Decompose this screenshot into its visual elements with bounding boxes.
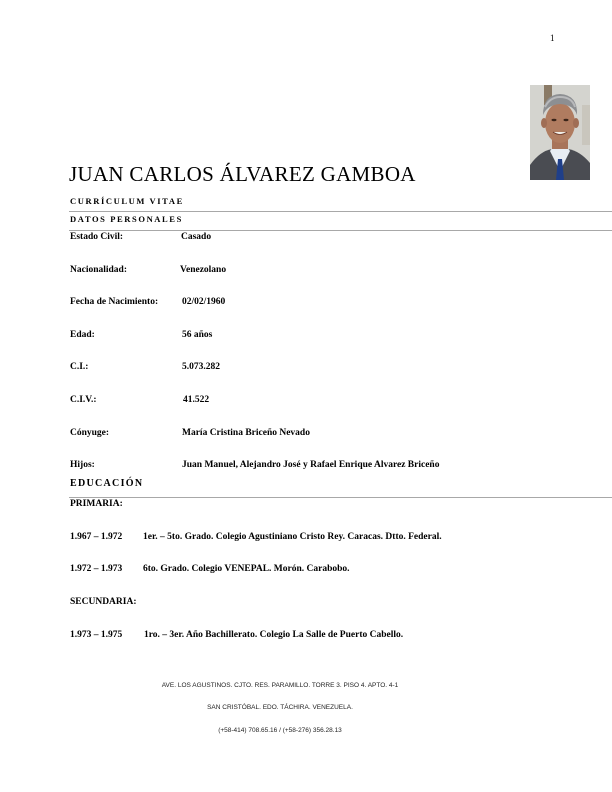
entry-description: 1er. – 5to. Grado. Colegio Agustiniano Cristo Rey. Caracas. Dtto. Federal. (143, 532, 442, 542)
field-label: Hijos: (70, 460, 95, 470)
field-value: 41.522 (183, 395, 210, 405)
field-label: C.I.: (70, 362, 89, 372)
entry-description: 1ro. – 3er. Año Bachillerato. Colegio La Salle de Puerto Cabello. (144, 630, 404, 640)
profile-photo (530, 85, 590, 180)
document-subtitle: CURRÍCULUM VITAE (70, 196, 184, 206)
field-value: Juan Manuel, Alejandro José y Rafael Enrique Alvarez Briceño (182, 460, 440, 470)
page-number: 1 (550, 33, 555, 43)
field-value: Venezolano (180, 265, 227, 275)
field-value: María Cristina Briceño Nevado (182, 428, 310, 438)
entry-years: 1.967 – 1.972 (70, 532, 123, 542)
education-primary-heading: PRIMARIA: (70, 499, 123, 509)
education-secondary-heading: SECUNDARIA: (70, 597, 137, 607)
section-heading-education: EDUCACIÓN (70, 478, 144, 489)
candidate-name: JUAN CARLOS ÁLVAREZ GAMBOA (69, 162, 416, 186)
divider (69, 211, 612, 212)
field-label: C.I.V.: (70, 395, 97, 405)
divider (69, 497, 612, 498)
field-label: Edad: (70, 330, 95, 340)
field-label: Estado Civil: (70, 232, 124, 242)
field-label: Nacionalidad: (70, 265, 128, 275)
footer-city: SAN CRISTÓBAL. EDO. TÁCHIRA. VENEZUELA. (207, 704, 353, 711)
field-label: Fecha de Nacimiento: (70, 297, 159, 307)
field-value: 56 años (182, 330, 213, 340)
field-label: Cónyuge: (70, 428, 110, 438)
entry-description: 6to. Grado. Colegio VENEPAL. Morón. Carabobo. (143, 564, 350, 574)
field-value: Casado (181, 232, 212, 242)
field-value: 5.073.282 (182, 362, 220, 372)
footer-phones: (+58-414) 708.65.16 / (+58-276) 356.28.13 (218, 727, 342, 734)
entry-years: 1.972 – 1.973 (70, 564, 123, 574)
divider (69, 230, 612, 231)
entry-years: 1.973 – 1.975 (70, 630, 123, 640)
field-value: 02/02/1960 (182, 297, 226, 307)
section-heading-personal: DATOS PERSONALES (70, 214, 183, 224)
footer-address: AVE. LOS AGUSTINOS. CJTO. RES. PARAMILLO. TORRE 3. PISO 4. APTO. 4-1 (161, 682, 399, 689)
